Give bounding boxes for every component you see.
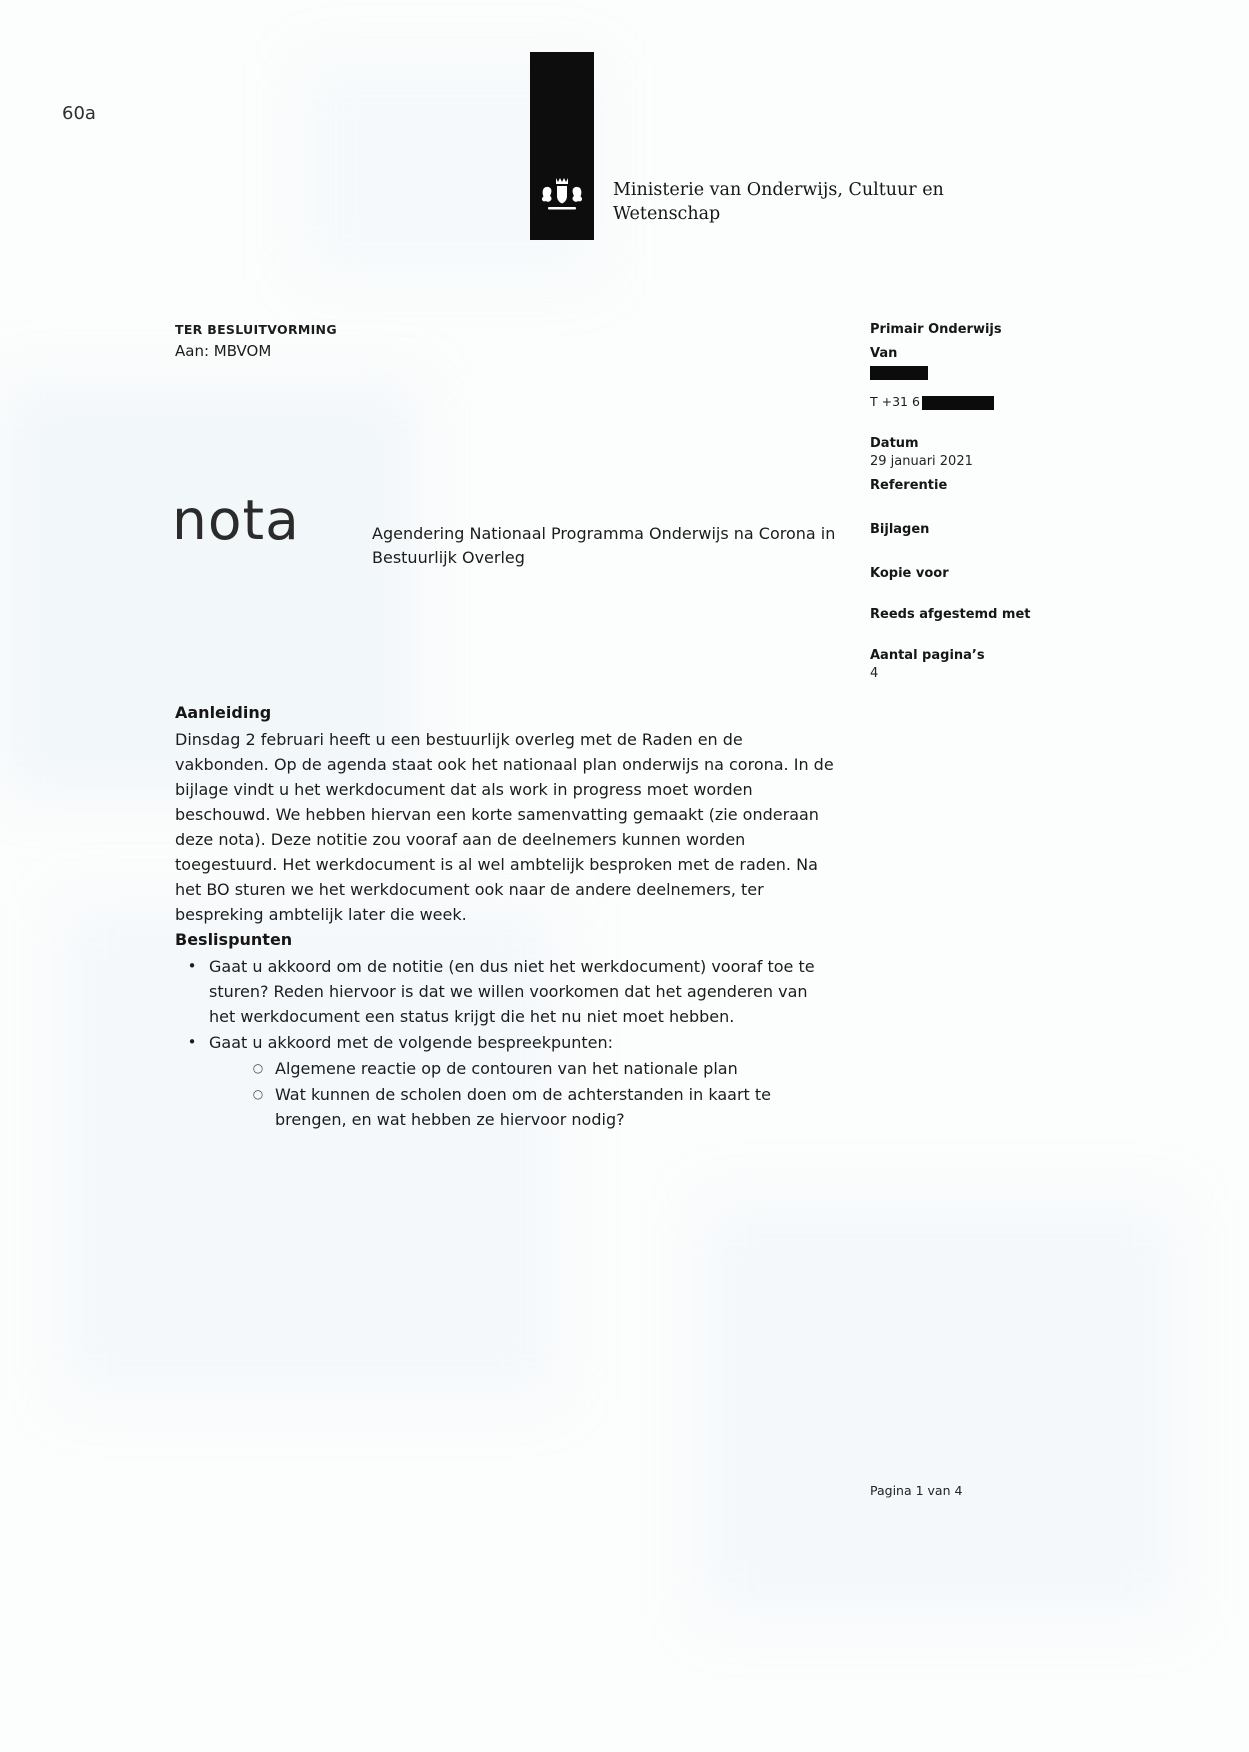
redaction-bar-name: [870, 366, 928, 380]
corner-label: 60a: [62, 103, 96, 124]
phone-prefix: T +31 6: [870, 394, 920, 409]
sub-bullet-item: [241, 1082, 835, 1132]
ministry-name: [613, 178, 944, 226]
sub-bullet-text: Algemene reactie op de contouren van het nationale plan: [275, 1059, 738, 1078]
nota-subject: Agendering Nationaal Programma Onderwijs na Corona in Bestuurlijk Overleg: [372, 524, 836, 567]
phone-row: [870, 394, 1100, 410]
ministry-name-line2: Wetenschap: [613, 204, 721, 224]
bullet-item: [175, 1030, 835, 1055]
aantal-paginas-value: 4: [870, 665, 879, 681]
ministry-name-line1: Ministerie van Onderwijs, Cultuur en: [613, 180, 944, 200]
sub-bullet-icon: ○: [252, 1061, 264, 1075]
aantal-paginas-label: Aantal pagina’s: [870, 647, 985, 663]
datum-label: Datum: [870, 435, 919, 451]
coat-of-arms-icon: [540, 174, 584, 220]
addressee-line: Aan: MBVOM: [175, 342, 272, 360]
sub-bullet-text: Wat kunnen de scholen doen om de achterstanden in kaart te brengen, en wat hebben ze hiervoor nodig?: [275, 1085, 771, 1129]
bullet-icon: •: [187, 1033, 197, 1051]
sub-bullet-item: [241, 1056, 835, 1081]
bullet-text: Gaat u akkoord om de notitie (en dus niet het werkdocument) vooraf toe te sturen? Reden hiervoor is dat we willen voorkomen dat het agenderen van het werkdocument een status krijgt die het nu niet moet hebben.: [209, 957, 815, 1026]
classification-label: TER BESLUITVORMING: [175, 322, 337, 337]
beslispunten-heading: Beslispunten: [175, 930, 293, 949]
page-number: Pagina 1 van 4: [870, 1483, 963, 1498]
referentie-label: Referentie: [870, 477, 948, 493]
redaction-bar-phone: [922, 396, 994, 410]
department-label: Primair Onderwijs: [870, 322, 1002, 337]
bullet-text: Gaat u akkoord met de volgende bespreekpunten:: [209, 1033, 614, 1052]
reeds-afgestemd-label: Reeds afgestemd met: [870, 606, 1031, 622]
bullet-icon: •: [187, 957, 197, 975]
nota-title: nota: [172, 488, 300, 552]
aanleiding-heading: Aanleiding: [175, 703, 272, 722]
aanleiding-body: Dinsdag 2 februari heeft u een bestuurlijk overleg met de Raden en de vakbonden. Op de agenda staat ook het nationaal plan onderwijs na corona. In de bijlage vindt u het werkdocument dat als work in progress moet worden beschouwd. We hebben hiervan een korte samenvatting gemaakt (zie onderaan deze nota). Deze notitie zou vooraf aan de deelnemers kunnen worden toegestuurd. Het werkdocument is al wel ambtelijk besproken met de raden. Na het BO sturen we het werkdocument ook naar de andere deelnemers, ter bespreking ambtelijk later die week.: [175, 730, 834, 924]
bullet-item: [175, 954, 835, 1029]
kopie-voor-label: Kopie voor: [870, 565, 949, 581]
datum-value: 29 januari 2021: [870, 453, 973, 469]
scan-artifact: [700, 1200, 1180, 1620]
rijksoverheid-logo-banner: [530, 52, 594, 240]
bijlagen-label: Bijlagen: [870, 521, 930, 537]
metadata-sidebar: [870, 322, 1100, 681]
sub-bullet-icon: ○: [252, 1087, 264, 1101]
van-label: Van: [870, 346, 898, 361]
main-content: [175, 700, 835, 1132]
